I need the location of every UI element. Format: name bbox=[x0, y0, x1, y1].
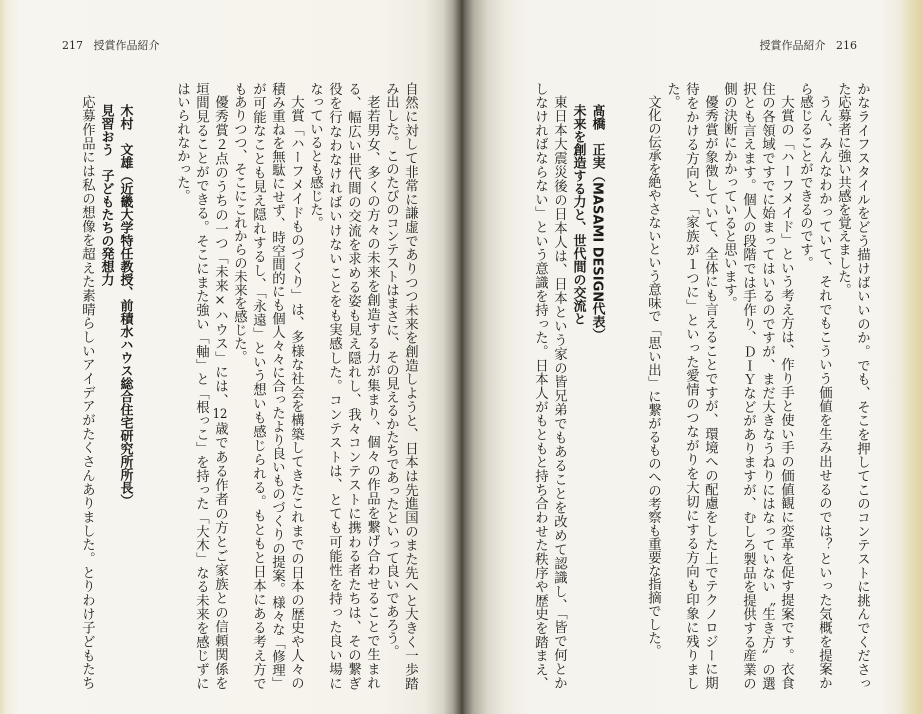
body-line: 大賞の「ハーフメイド」という考え方は、作り手と使い手の価値観に変革を促す提案です。衣食 bbox=[778, 95, 794, 690]
reviewer-name: 木村 文雄（近畿大学特任教授、前積水ハウス総合住宅研究所所長） bbox=[117, 104, 133, 507]
body-line: はいられなかった。 bbox=[174, 82, 190, 203]
body-line: うん、みんなわかっていて、それでもこういう価値を生み出せるのでは？といった気概を提案か bbox=[816, 95, 832, 690]
body-line: かなライフスタイルをどう描けばいいのか。でも、そこを押してこのコンテストに挑んでくださっ bbox=[854, 82, 870, 690]
body-line: 垣間見ることができる。そこにまた強い「軸」と「根っこ」を持った「大木」なる未来を感じずに bbox=[193, 82, 209, 690]
body-line: が可能なことも見え隠れするし、「永遠」という想いも感じられる。もともと日本にある考え方で bbox=[250, 82, 266, 690]
body-line: しなければならない」という意識を持った。日本人がもともと持ち合わせた秩序や歴史を踏まえ、 bbox=[532, 82, 548, 690]
left-page-text bbox=[78, 82, 420, 690]
body-line: た応募者に強い共感を覚えました。 bbox=[835, 82, 851, 297]
right-page-text bbox=[531, 82, 872, 690]
body-line: 優秀賞が象徴していて、全体にも言えることですが、環境への配慮をした上でテクノロジーに期 bbox=[702, 95, 718, 690]
body-line: み出した。このたびのコンテストはまさに、その見えるかたちであったといって良いであろう。 bbox=[383, 82, 399, 659]
body-line: る、幅広い世代間の交流を求める姿も見え隠れし、我々コンテストに携わる者たちは、その繋ぎ bbox=[345, 82, 361, 690]
body-line: 側の決断にかかっていると思います。 bbox=[721, 82, 737, 310]
body-line: 自然に対して非常に謙虚でありつつ未来を創造しようと、日本は先進国のまた先へと大きく一歩踏 bbox=[402, 82, 418, 690]
body-line: 応募作品には私の想像を超えた素晴らしいアイデアがたくさんありました。とりわけ子どもたち bbox=[79, 95, 95, 690]
body-line: なっているとも感じた。 bbox=[307, 82, 323, 230]
body-line: 待をかける方向と、「家族が１つに」といった愛情のつながりを大切にする方向も印象に残りまし bbox=[683, 82, 699, 690]
body-line: ら感じることができるのです。 bbox=[797, 82, 813, 270]
body-line: 住の各領域ですでに始まってはいるのですが、まだ大きなうねりにはなっていない〝生き方〟の選 bbox=[759, 82, 775, 690]
page-number: 216 bbox=[836, 39, 857, 52]
body-line: 役を行なわなければいけないことをも実感した。コンテストは、とても可能性を持った良い場に bbox=[326, 82, 342, 690]
body-line: 択とも言えます。個人の段階では手作り、ＤＩＹなどがありますが、むしろ製品を提供する産業の bbox=[740, 82, 756, 690]
body-line: 文化の伝承を絶やさないという意味で「思い出」に繋がるものへの考察も重要な指摘でした。 bbox=[645, 95, 661, 659]
tate-chu-yoko-number: 12 bbox=[212, 408, 228, 422]
left-page-header bbox=[62, 40, 160, 52]
review-heading: 見習おう 子どもたちの発想力 bbox=[98, 104, 114, 286]
body-line: 優秀賞２点のうちの一つ「未来×ハウス」には、12歳である作者の方とご家族との信頼関係を bbox=[212, 95, 228, 690]
running-head: 授賞作品紹介 bbox=[759, 39, 826, 52]
right-page-header bbox=[760, 40, 858, 52]
reviewer-name: 髙橋 正実（MASAMI DESIGN代表） bbox=[589, 104, 605, 342]
body-line: 老若男女、多くの方々の未来を創造する力が集まり、個々の作品を繋げ合わせることで生まれ bbox=[364, 95, 380, 690]
body-line: もありつつ、そこにこれからの未来を感じた。 bbox=[231, 82, 247, 364]
body-line: 東日本大震災後の日本人は、日本という家の皆兄弟でもあることを改めて認識し、「皆で何とか bbox=[551, 95, 567, 690]
page-number: 217 bbox=[62, 39, 83, 52]
body-line: 積み重ねを無駄にせず、時空間的にも個人々々に合ったより良いものづくりの提案。様々な「修理」 bbox=[269, 82, 285, 690]
running-head: 授賞作品紹介 bbox=[93, 39, 160, 52]
body-line: た。 bbox=[664, 82, 680, 109]
review-heading: 未来を創造する力と、世代間の交流と bbox=[570, 104, 586, 325]
body-line: 大賞「ハーフメイドものづくり」は、多様な社会を構築してきたこれまでの日本の歴史や人々の bbox=[288, 95, 304, 690]
